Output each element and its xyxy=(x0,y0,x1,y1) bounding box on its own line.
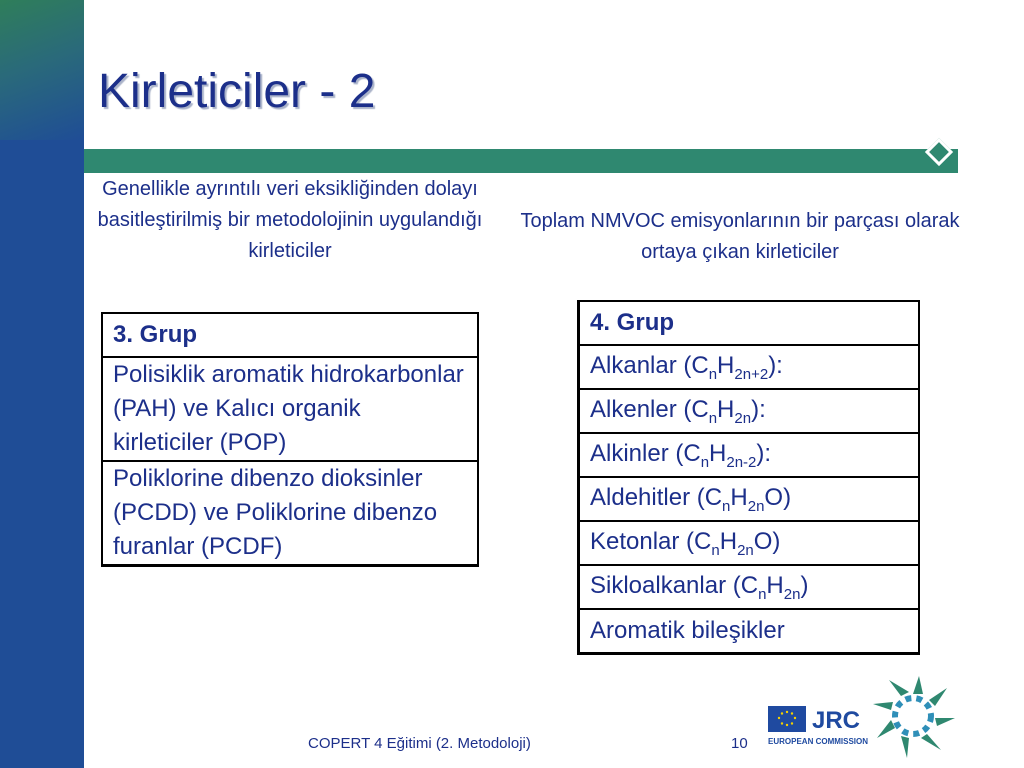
subscript: n xyxy=(711,541,720,559)
slide-title: Kirleticiler - 2 xyxy=(98,65,376,118)
jrc-logo xyxy=(768,676,958,762)
group3-caption: Genellikle ayrıntılı veri eksikliğinden dolayı basitleştirilmiş bir metodolojinin uygulandığı kirleticiler xyxy=(97,178,483,262)
table-header-row xyxy=(579,301,920,345)
compound-name: Alkenler (C xyxy=(590,395,709,423)
sidebar-corner-gradient xyxy=(0,0,84,140)
jrc-swirl-icon xyxy=(873,676,955,758)
group3-row-2: Poliklorine dibenzo dioksinler (PCDD) ve Poliklorine dibenzo furanlar (PCDF) xyxy=(102,461,478,566)
formula-end: ): xyxy=(756,439,772,467)
page-number: 10 xyxy=(731,735,748,752)
formula-end: O) xyxy=(764,483,792,511)
compound-name: Aldehitler (C xyxy=(590,483,723,511)
formula-part: H xyxy=(717,351,735,379)
table-row xyxy=(579,477,920,521)
table-row xyxy=(579,433,920,477)
compound-name: Sikloalkanlar (C xyxy=(590,571,759,599)
group3-header: 3. Grup xyxy=(102,313,478,357)
footer-text: COPERT 4 Eğitimi (2. Metodoloji) xyxy=(308,735,531,752)
compound-name: Alkinler (C xyxy=(590,439,701,467)
jrc-subtitle: EUROPEAN COMMISSION xyxy=(768,737,869,746)
table-row xyxy=(102,461,478,566)
group4-row-alkanlar xyxy=(579,345,920,389)
subscript: n xyxy=(708,409,718,427)
subscript: n xyxy=(708,365,718,383)
subscript: 2n xyxy=(737,541,754,559)
formula-end: ): xyxy=(768,351,783,379)
group4-row-alkinler xyxy=(579,433,920,477)
subscript: n xyxy=(700,453,710,471)
table-row xyxy=(579,609,920,654)
jrc-wordmark: JRC xyxy=(812,707,861,734)
formula-part: H xyxy=(730,483,748,511)
formula-end: O) xyxy=(753,527,781,555)
subscript: 2n+2 xyxy=(734,365,769,383)
table-row xyxy=(579,345,920,389)
eu-flag-icon xyxy=(768,706,806,732)
compound-name: Ketonlar (C xyxy=(590,527,712,555)
formula-part: H xyxy=(766,571,784,599)
formula-end: ): xyxy=(751,395,766,423)
subscript: 2n xyxy=(747,497,765,515)
group4-row-aldehitler xyxy=(579,477,920,521)
group4-header: 4. Grup xyxy=(579,301,920,345)
group4-table xyxy=(577,300,920,655)
compound-name: Alkanlar (C xyxy=(590,351,709,379)
group4-row-alkenler xyxy=(579,389,920,433)
group3-row-1: Polisiklik aromatik hidrokarbonlar (PAH) ve Kalıcı organik kirleticiler (POP) xyxy=(102,357,478,461)
subscript: 2n-2 xyxy=(726,453,757,471)
formula-part: H xyxy=(717,395,735,423)
group4-row-ketonlar xyxy=(579,521,920,565)
compound-name: Aromatik bileşikler xyxy=(590,617,785,644)
table-header-row xyxy=(102,313,478,357)
group4-row-aromatik xyxy=(579,609,920,654)
subscript: 2n xyxy=(783,585,801,603)
group4-caption: Toplam NMVOC emisyonlarının bir parçası olarak ortaya çıkan kirleticiler xyxy=(520,210,960,263)
table-row xyxy=(579,565,920,609)
formula-part: H xyxy=(709,439,727,467)
subscript: n xyxy=(758,585,767,603)
formula-end: ) xyxy=(800,571,809,599)
title-underline-bar xyxy=(84,149,958,173)
table-row xyxy=(579,389,920,433)
group3-table xyxy=(101,312,479,567)
formula-part: H xyxy=(719,527,738,555)
subscript: n xyxy=(722,497,731,515)
table-row xyxy=(102,357,478,461)
group4-row-sikloalkanlar xyxy=(579,565,920,609)
subscript: 2n xyxy=(734,409,752,427)
table-row xyxy=(579,521,920,565)
